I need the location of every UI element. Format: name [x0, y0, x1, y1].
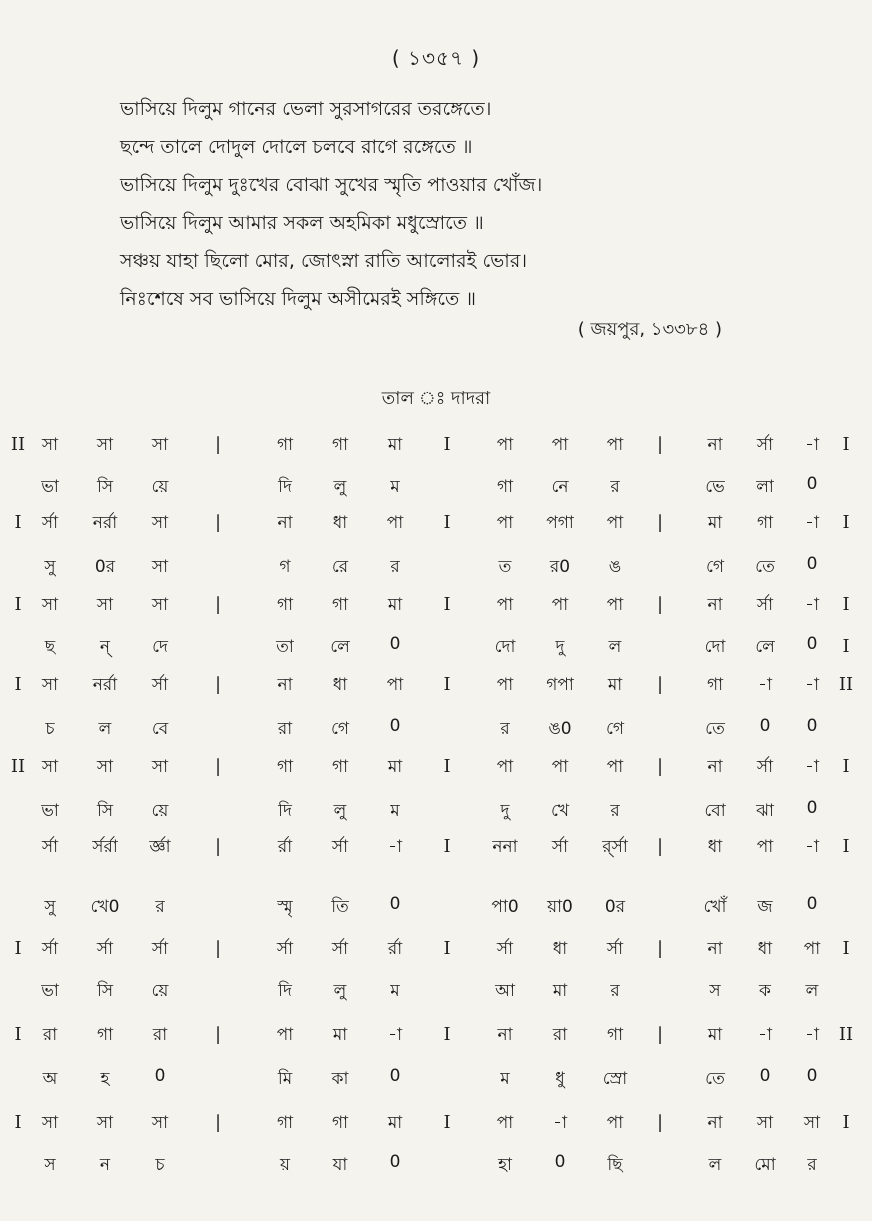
notation-cell: 0	[389, 894, 401, 914]
bar-line-start: II	[10, 756, 26, 777]
notation-cell: তে	[705, 719, 725, 739]
notation-cell: মা	[552, 981, 568, 1001]
notation-cell: ক	[759, 981, 771, 1001]
bar-line-end: I	[842, 1112, 850, 1133]
taal-heading: তাল ঃ দাদরা	[381, 388, 491, 409]
notation-cell: পা	[496, 435, 514, 455]
notation-cell: বে	[151, 719, 169, 739]
notation-cell: পা	[756, 837, 774, 857]
notation-cell: র	[500, 719, 510, 739]
notation-cell: -া	[388, 837, 402, 857]
notation-cell: ভা	[41, 477, 59, 497]
notation-cell: বো	[704, 801, 726, 821]
notation-cell: লা	[756, 477, 774, 497]
bar-line: |	[214, 512, 222, 533]
bar-line: |	[656, 938, 664, 959]
notation-cell: গা	[96, 1025, 114, 1045]
notation-cell: সু	[44, 897, 56, 917]
bar-line-end: I	[842, 756, 850, 777]
notation-cell: সা	[756, 1113, 774, 1133]
notation-cell: জ	[757, 897, 773, 917]
bar-line-start: II	[10, 434, 26, 455]
notation-cell: 0	[806, 798, 818, 818]
notation-cell: -া	[805, 675, 819, 695]
notation-cell: পা	[606, 513, 624, 533]
notation-cell: 0	[389, 716, 401, 736]
notation-cell: ছি	[607, 1155, 623, 1175]
notation-cell: যা	[332, 1155, 348, 1175]
notation-cell: দু	[555, 637, 565, 657]
bar-line-start: I	[14, 594, 22, 615]
notation-cell: দে	[152, 637, 168, 657]
bar-line-start: I	[14, 938, 22, 959]
notation-cell: য়ে	[151, 477, 169, 497]
notation-cell: 0	[806, 474, 818, 494]
notation-cell: ল	[98, 719, 112, 739]
notation-cell: র্জ্ঞা	[149, 837, 171, 857]
notation-cell: সা	[96, 1113, 114, 1133]
notation-cell: -া	[805, 837, 819, 857]
notation-cell: সু	[44, 557, 56, 577]
notation-cell: দি	[278, 981, 292, 1001]
notation-cell: -া	[805, 1025, 819, 1045]
notation-cell: র্সা	[151, 939, 169, 959]
notation-cell: রে	[331, 557, 349, 577]
notation-cell: দি	[278, 477, 292, 497]
notation-cell: গে	[330, 719, 350, 739]
notation-cell: লে	[330, 637, 350, 657]
notation-row	[0, 754, 872, 794]
notation-cell: তা	[276, 637, 294, 657]
notation-cell: র্র্সা	[602, 837, 628, 857]
notation-cell: সা	[96, 595, 114, 615]
notation-cell: পা	[496, 757, 514, 777]
notation-cell: মা	[332, 1025, 348, 1045]
bar-line-end: I	[842, 512, 850, 533]
notation-cell: গা	[606, 1025, 624, 1045]
notation-cell: র্সা	[551, 837, 569, 857]
bar-line: |	[214, 434, 222, 455]
notation-cell: মা	[607, 675, 623, 695]
notation-cell: র0	[549, 557, 571, 577]
notation-cell: 0	[806, 634, 818, 654]
notation-cell: র্সা	[276, 939, 294, 959]
bar-line: |	[656, 594, 664, 615]
notation-cell: -া	[805, 435, 819, 455]
notation-cell: ধা	[552, 939, 568, 959]
notation-cell: তি	[331, 897, 349, 917]
notation-cell: পা	[551, 595, 569, 615]
notation-cell: ভা	[41, 981, 59, 1001]
notation-cell: ল	[608, 637, 622, 657]
poem-line: ভাসিয়ে দিলুম গানের ভেলা সুরসাগরের তরঙ্গেতে।	[120, 98, 492, 120]
notation-cell: দো	[704, 637, 726, 657]
notation-cell: মা	[387, 1113, 403, 1133]
notation-cell: র	[610, 981, 620, 1001]
poem-line: ভাসিয়ে দিলুম আমার সকল অহমিকা মধুস্রোতে ॥	[120, 212, 484, 234]
notation-cell: 0	[759, 716, 771, 736]
notation-cell: খে0	[90, 897, 120, 917]
bar-line: |	[656, 756, 664, 777]
notation-cell: -া	[758, 675, 772, 695]
notation-cell: য়ে	[151, 981, 169, 1001]
notation-cell: পা	[276, 1025, 294, 1045]
notation-cell: পা	[606, 595, 624, 615]
notation-row	[0, 474, 872, 514]
notation-cell: নে	[551, 477, 569, 497]
notation-cell: স্রো	[602, 1069, 628, 1089]
notation-cell: র	[807, 1155, 817, 1175]
notation-cell: না	[707, 595, 723, 615]
notation-cell: -া	[805, 513, 819, 533]
notation-cell: ঝা	[756, 801, 774, 821]
notation-cell: না	[707, 757, 723, 777]
notation-cell: সা	[151, 435, 169, 455]
notation-cell: কা	[331, 1069, 349, 1089]
notation-cell: পা	[606, 757, 624, 777]
notation-row	[0, 554, 872, 594]
notation-cell: গে	[705, 557, 725, 577]
notation-cell: দু	[500, 801, 510, 821]
notation-grid	[0, 432, 872, 1212]
notation-row	[0, 510, 872, 550]
notation-cell: পা	[551, 757, 569, 777]
notation-cell: সা	[803, 1113, 821, 1133]
notation-row	[0, 798, 872, 838]
notation-cell: না	[707, 939, 723, 959]
notation-row	[0, 1066, 872, 1106]
bar-line: |	[656, 836, 664, 857]
notation-cell: য়	[279, 1155, 290, 1175]
notation-cell: র্রা	[277, 837, 293, 857]
notation-row	[0, 672, 872, 712]
notation-cell: রা	[552, 1025, 568, 1045]
notation-cell: গা	[331, 595, 349, 615]
notation-cell: সা	[41, 1113, 59, 1133]
notation-cell: মা	[387, 595, 403, 615]
notation-cell: র	[610, 801, 620, 821]
notation-cell: গা	[276, 1113, 294, 1133]
notation-cell: সা	[151, 557, 169, 577]
notation-cell: 0	[554, 1152, 566, 1172]
notation-cell: র্সা	[331, 939, 349, 959]
notation-cell: ভে	[705, 477, 725, 497]
notation-cell: ঙ0	[548, 719, 572, 739]
notation-cell: 0	[389, 1066, 401, 1086]
notation-cell: খোঁ	[703, 897, 727, 917]
notation-cell: পা	[386, 675, 404, 695]
bar-line-end: I	[842, 836, 850, 857]
notation-cell: তে	[705, 1069, 725, 1089]
notation-cell: সা	[151, 513, 169, 533]
notation-cell: র	[155, 897, 165, 917]
notation-row	[0, 432, 872, 472]
bar-line: I	[443, 674, 451, 695]
notation-cell: রা	[277, 719, 293, 739]
notation-cell: র্সা	[756, 595, 774, 615]
notation-row	[0, 834, 872, 874]
notation-cell: রা	[152, 1025, 168, 1045]
poem-line: ছন্দে তালে দোদুল দোলে চলবে রাগে রঙ্গেতে ॥	[120, 136, 473, 158]
notation-cell: -া	[758, 1025, 772, 1045]
notation-cell: ঙ	[608, 557, 622, 577]
bar-line: |	[656, 512, 664, 533]
notation-cell: 0র	[94, 557, 116, 577]
notation-cell: র্সা	[41, 513, 59, 533]
notation-cell: ন্	[99, 637, 111, 657]
notation-cell: য়া0	[547, 897, 573, 917]
notation-cell: ধা	[707, 837, 723, 857]
notation-row	[0, 1110, 872, 1150]
notation-cell: র	[390, 557, 400, 577]
notation-cell: গা	[331, 757, 349, 777]
notation-cell: সা	[151, 595, 169, 615]
notation-cell: ধা	[332, 675, 348, 695]
notation-cell: পা	[386, 513, 404, 533]
notation-cell: র্সা	[756, 435, 774, 455]
bar-line-end: I	[842, 594, 850, 615]
notation-cell: না	[707, 435, 723, 455]
notation-cell: র্রা	[387, 939, 403, 959]
notation-cell: না	[277, 513, 293, 533]
notation-cell: সি	[96, 981, 114, 1001]
notation-cell: য়ে	[151, 801, 169, 821]
notation-cell: পগা	[546, 513, 574, 533]
notation-row	[0, 592, 872, 632]
notation-cell: ম	[390, 477, 400, 497]
bar-line: I	[443, 938, 451, 959]
notation-cell: 0	[759, 1066, 771, 1086]
signature: ( জয়পুর, ১৩৩৮৪ )	[577, 319, 722, 340]
poem	[120, 90, 820, 318]
notation-cell: 0	[154, 1066, 166, 1086]
notation-cell: গা	[331, 1113, 349, 1133]
notation-cell: ল	[708, 1155, 722, 1175]
notation-cell: স	[44, 1155, 56, 1175]
bar-line: |	[214, 938, 222, 959]
notation-cell: পা	[606, 435, 624, 455]
bar-line: |	[656, 1112, 664, 1133]
notation-cell: পা	[496, 675, 514, 695]
bar-line: I	[443, 836, 451, 857]
notation-cell: চ	[45, 719, 55, 739]
notation-row	[0, 894, 872, 934]
notation-cell: অ	[42, 1069, 58, 1089]
notation-cell: ন	[99, 1155, 111, 1175]
bar-line: |	[214, 674, 222, 695]
notation-cell: র্সা	[96, 939, 114, 959]
notation-cell: -া	[553, 1113, 567, 1133]
notation-cell: মা	[387, 757, 403, 777]
notation-cell: গা	[706, 675, 724, 695]
poem-line: ভাসিয়ে দিলুম দুঃখের বোঝা সুখের স্মৃতি পাওয়ার খোঁজ।	[120, 174, 543, 196]
notation-cell: 0	[389, 1152, 401, 1172]
notation-cell: সা	[151, 1113, 169, 1133]
notation-cell: র্সা	[331, 837, 349, 857]
notation-cell: সা	[151, 757, 169, 777]
bar-line: I	[443, 756, 451, 777]
notation-cell: সা	[41, 757, 59, 777]
bar-line: |	[214, 594, 222, 615]
notation-cell: হ	[100, 1069, 110, 1089]
notation-cell: গা	[276, 435, 294, 455]
bar-line: |	[214, 836, 222, 857]
poem-line: নিঃশেষে সব ভাসিয়ে দিলুম অসীমেরই সঙ্গিতে ॥	[120, 288, 477, 310]
notation-cell: র্সা	[41, 837, 59, 857]
notation-row	[0, 1152, 872, 1192]
notation-cell: লু	[333, 801, 347, 821]
notation-cell: পা	[803, 939, 821, 959]
notation-cell: ত	[498, 557, 512, 577]
notation-cell: র্সা	[606, 939, 624, 959]
bar-line-end: I	[842, 434, 850, 455]
notation-cell: গা	[756, 513, 774, 533]
notation-cell: 0	[806, 554, 818, 574]
notation-cell: সা	[96, 757, 114, 777]
notation-cell: গে	[605, 719, 625, 739]
notation-cell: মো	[754, 1155, 776, 1175]
bar-line: I	[443, 1024, 451, 1045]
notation-cell: লু	[333, 477, 347, 497]
bar-line: I	[443, 1112, 451, 1133]
notation-cell: -া	[388, 1025, 402, 1045]
bar-line: |	[656, 434, 664, 455]
bar-line-end: II	[838, 674, 854, 695]
notation-cell: 0	[806, 894, 818, 914]
notation-cell: ধা	[757, 939, 773, 959]
notation-cell: স	[709, 981, 721, 1001]
notation-row	[0, 716, 872, 756]
bar-line: |	[656, 1024, 664, 1045]
notation-cell: 0	[389, 634, 401, 654]
notation-cell: পা	[606, 1113, 624, 1133]
notation-cell: সা	[41, 435, 59, 455]
notation-cell: 0	[806, 716, 818, 736]
notation-cell: দি	[278, 801, 292, 821]
notation-cell: র্সর্রা	[92, 837, 118, 857]
notation-cell: পা0	[491, 897, 519, 917]
notation-cell: ধা	[332, 513, 348, 533]
bar-line-start: I	[14, 1024, 22, 1045]
notation-cell: রা	[42, 1025, 58, 1045]
notation-cell: লু	[333, 981, 347, 1001]
notation-cell: মা	[707, 1025, 723, 1045]
bar-line: |	[214, 1024, 222, 1045]
notation-cell: ম	[390, 981, 400, 1001]
notation-cell: না	[277, 675, 293, 695]
bar-line-start: I	[14, 1112, 22, 1133]
notation-cell: ল	[805, 981, 819, 1001]
notation-cell: র্সা	[756, 757, 774, 777]
notation-cell: 0	[806, 1066, 818, 1086]
notation-cell: ছ	[44, 637, 56, 657]
notation-cell: সা	[96, 435, 114, 455]
notation-cell: পা	[496, 595, 514, 615]
bar-line: I	[443, 512, 451, 533]
notation-cell: হা	[498, 1155, 512, 1175]
notation-cell: আ	[495, 981, 515, 1001]
notation-cell: সা	[41, 675, 59, 695]
notation-cell: দো	[494, 637, 516, 657]
bar-line: I	[443, 434, 451, 455]
notation-cell: ননা	[492, 837, 518, 857]
notation-cell: পা	[551, 435, 569, 455]
bar-line-start: I	[14, 674, 22, 695]
notation-cell: গপা	[546, 675, 574, 695]
notation-cell: মা	[707, 513, 723, 533]
notation-cell: পা	[496, 1113, 514, 1133]
notation-cell: গা	[276, 595, 294, 615]
notation-cell: সি	[96, 801, 114, 821]
notation-cell: না	[707, 1113, 723, 1133]
notation-cell: চ	[155, 1155, 165, 1175]
notation-cell: সা	[41, 595, 59, 615]
bar-line-end: I	[842, 636, 850, 657]
notation-cell: মা	[387, 435, 403, 455]
poem-line: সঞ্চয় যাহা ছিলো মোর, জোৎস্না রাতি আলোরই ভোর।	[120, 250, 528, 272]
notation-row	[0, 634, 872, 674]
bar-line-end: II	[838, 1024, 854, 1045]
notation-cell: 0র	[604, 897, 626, 917]
notation-row	[0, 978, 872, 1018]
notation-cell: লে	[755, 637, 775, 657]
bar-line: I	[443, 594, 451, 615]
notation-cell: নর্রা	[92, 675, 118, 695]
notation-cell: -া	[805, 757, 819, 777]
notation-cell: ভা	[41, 801, 59, 821]
page-number: ( ১৩৫৭ )	[391, 46, 481, 70]
notation-cell: ধু	[555, 1069, 565, 1089]
notation-cell: -া	[805, 595, 819, 615]
notation-cell: গা	[276, 757, 294, 777]
notation-cell: মি	[277, 1069, 293, 1089]
notation-cell: র	[610, 477, 620, 497]
notation-cell: না	[497, 1025, 513, 1045]
notation-cell: খে	[550, 801, 570, 821]
notation-cell: স্মৃ	[277, 897, 293, 917]
notation-cell: গ	[279, 557, 291, 577]
notation-cell: পা	[496, 513, 514, 533]
bar-line: |	[214, 1112, 222, 1133]
notation-cell: তে	[755, 557, 775, 577]
bar-line: |	[656, 674, 664, 695]
notation-cell: নর্রা	[92, 513, 118, 533]
notation-cell: ম	[500, 1069, 510, 1089]
notation-row	[0, 1022, 872, 1062]
notation-cell: র্সা	[496, 939, 514, 959]
bar-line-end: I	[842, 938, 850, 959]
notation-cell: গা	[331, 435, 349, 455]
notation-cell: র্সা	[151, 675, 169, 695]
notation-cell: ম	[390, 801, 400, 821]
notation-cell: সি	[96, 477, 114, 497]
notation-row	[0, 936, 872, 976]
bar-line-start: I	[14, 512, 22, 533]
bar-line: |	[214, 756, 222, 777]
notation-cell: গা	[496, 477, 514, 497]
notation-cell: র্সা	[41, 939, 59, 959]
